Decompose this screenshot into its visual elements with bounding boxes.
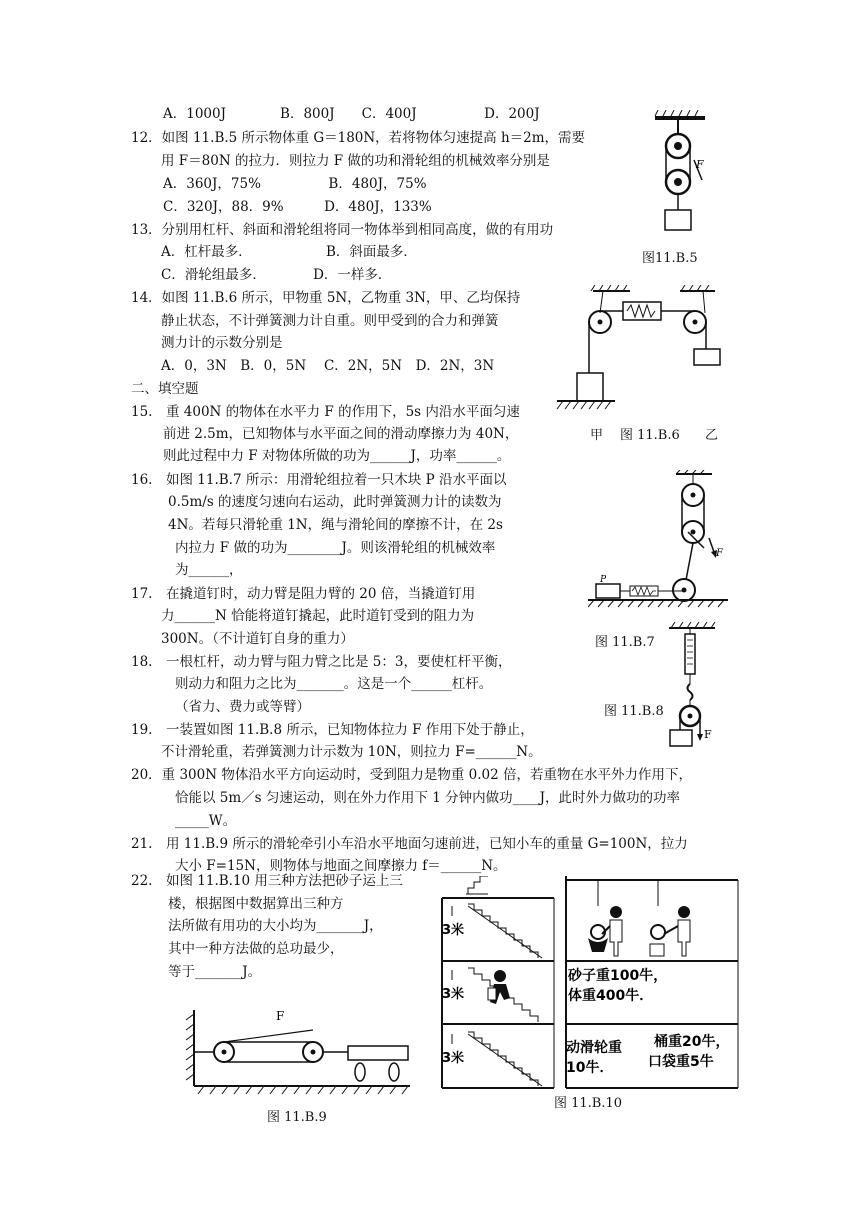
q12-options-ab: A．360J，75% B．480J，75% bbox=[163, 176, 427, 192]
q15-line2: 前进 2.5m，已知物体与水平面之间的滑动摩擦力为 40N， bbox=[163, 426, 519, 442]
caption-fig6: 图 11.B.6 bbox=[620, 428, 680, 443]
q18-line3: （省力、费力或等臂） bbox=[175, 699, 310, 715]
section-fill-blank: 二、填空题 bbox=[131, 381, 199, 397]
q14-line2: 静止状态，不计弹簧测力计自重。则甲受到的合力和弹簧 bbox=[161, 313, 499, 329]
q14-options: A．0，3N B．0，5N C．2N，5N D．2N，3N bbox=[161, 358, 495, 374]
fig10-bucket-weight: 桶重20牛， bbox=[654, 1034, 730, 1050]
q19-line1: 19. 一装置如图 11.B.8 所示，已知物体拉力 F 作用下处于静止， bbox=[131, 722, 534, 738]
fig10-floor3-height: 3米 bbox=[442, 923, 465, 938]
q16-line5: 为______， bbox=[175, 562, 243, 578]
q22-line2: 楼，根据图中数据算出三种方 bbox=[168, 896, 344, 912]
caption-fig5: 图11.B.5 bbox=[642, 251, 698, 266]
fig8-force-label: F bbox=[704, 728, 712, 741]
fig9-force-label: F bbox=[276, 1009, 285, 1023]
q20-line2: 恰能以 5m／s 匀速运动，则在外力作用下 1 分钟内做功____J，此时外力做功的功率 bbox=[175, 790, 680, 806]
q21-line2: 大小 F=15N，则物体与地面之间摩擦力 f＝______N。 bbox=[175, 858, 507, 874]
caption-fig9: 图 11.B.9 bbox=[267, 1110, 327, 1125]
q13-options-ab: A．杠杆最多． B．斜面最多． bbox=[161, 244, 417, 260]
q14-line3: 测力计的示数分别是 bbox=[161, 335, 283, 351]
q22-line1: 22. 如图 11.B.10 用三种方法把砂子运上三 bbox=[131, 873, 403, 889]
q20-line3: _____W。 bbox=[175, 813, 237, 829]
figure-11b7 bbox=[588, 470, 733, 620]
figure-11b5 bbox=[650, 110, 710, 240]
q12-options-cd: C．320J，88．9% D．480J，133% bbox=[163, 199, 432, 215]
fig10-bag-weight: 口袋重5牛 bbox=[648, 1054, 714, 1070]
figure-11b6 bbox=[555, 285, 725, 420]
fig5-force-label: F bbox=[696, 158, 704, 171]
figure-11b9 bbox=[178, 1000, 418, 1100]
q22-line3: 法所做有用功的大小均为_______J， bbox=[168, 918, 383, 934]
fig10-floor2-height: 3米 bbox=[442, 987, 465, 1002]
q17-line2: 力______N 恰能将道钉撬起，此时道钉受到的阻力为 bbox=[161, 608, 475, 624]
q17-line3: 300N。（不计道钉自身的重力） bbox=[161, 631, 354, 647]
q22-line5: 等于_______J。 bbox=[168, 964, 262, 980]
fig10-body-weight: 体重400牛． bbox=[568, 988, 654, 1004]
caption-fig10: 图 11.B.10 bbox=[554, 1096, 623, 1111]
q12-line1: 12．如图 11.B.5 所示物体重 G＝180N，若将物体匀速提高 h＝2m，需要 bbox=[131, 130, 586, 146]
q11-options: A．1000J B．800J C．400J D．200J bbox=[163, 106, 540, 122]
fig10-sand-weight: 砂子重100牛， bbox=[568, 968, 668, 984]
q20-line1: 20．重 300N 物体沿水平方向运动时，受到阻力是物重 0.02 倍，若重物在水平外力作用下， bbox=[131, 767, 692, 783]
q12-line2: 用 F＝80N 的拉力．则拉力 F 做的功和滑轮组的机械效率分别是 bbox=[161, 153, 550, 169]
q16-line4: 内拉力 F 做的功为________J。则该滑轮组的机械效率 bbox=[175, 540, 496, 556]
q16-line3: 4N。若每只滑轮重 1N，绳与滑轮间的摩擦不计，在 2s bbox=[168, 517, 503, 533]
q18-line1: 18. 一根杠杆，动力臂与阻力臂之比是 5：3，要使杠杆平衡， bbox=[131, 654, 512, 670]
fig10-pulley-weight: 动滑轮重 bbox=[566, 1040, 622, 1056]
q13-line1: 13．分别用杠杆、斜面和滑轮组将同一物体举到相同高度，做的有用功 bbox=[131, 222, 554, 238]
q15-line3: 则此过程中力 F 对物体所做的功为______J，功率______。 bbox=[163, 448, 511, 464]
figure-11b8 bbox=[665, 622, 725, 754]
caption-fig8: 图 11.B.8 bbox=[604, 704, 664, 719]
fig7-block-label: P bbox=[600, 575, 607, 585]
caption-fig6-right: 乙 bbox=[705, 428, 719, 443]
q19-line2: 不计滑轮重，若弹簧测力计示数为 10N，则拉力 F=______N。 bbox=[161, 744, 542, 760]
q22-line4: 其中一种方法做的总功最少， bbox=[168, 941, 344, 957]
fig10-pulley-weight-value: 10牛． bbox=[566, 1060, 614, 1076]
q18-line2: 则动力和阻力之比为_______。这是一个______杠杆。 bbox=[175, 676, 493, 692]
q16-line1: 16. 如图 11.B.7 所示：用滑轮组拉着一只木块 P 沿水平面以 bbox=[131, 472, 507, 488]
fig10-floor1-height: 3米 bbox=[442, 1051, 465, 1066]
q21-line1: 21. 用 11.B.9 所示的滑轮牵引小车沿水平地面匀速前进，已知小车的重量 G=100N，拉力 bbox=[131, 836, 688, 852]
q15-line1: 15. 重 400N 的物体在水平力 F 的作用下，5s 内沿水平面匀速 bbox=[131, 404, 520, 420]
fig7-force-label: F bbox=[716, 548, 723, 559]
q16-line2: 0.5m/s 的速度匀速向右运动，此时弹簧测力计的读数为 bbox=[168, 494, 502, 510]
figure-11b10 bbox=[438, 876, 743, 1091]
q13-options-cd: C．滑轮组最多． D．一样多． bbox=[161, 267, 392, 283]
caption-fig7: 图 11.B.7 bbox=[595, 635, 655, 650]
caption-fig6-left: 甲 bbox=[590, 428, 604, 443]
q17-line1: 17. 在撬道钉时，动力臂是阻力臂的 20 倍，当撬道钉用 bbox=[131, 586, 476, 602]
q14-line1: 14．如图 11.B.6 所示，甲物重 5N，乙物重 3N，甲、乙均保持 bbox=[131, 290, 521, 306]
